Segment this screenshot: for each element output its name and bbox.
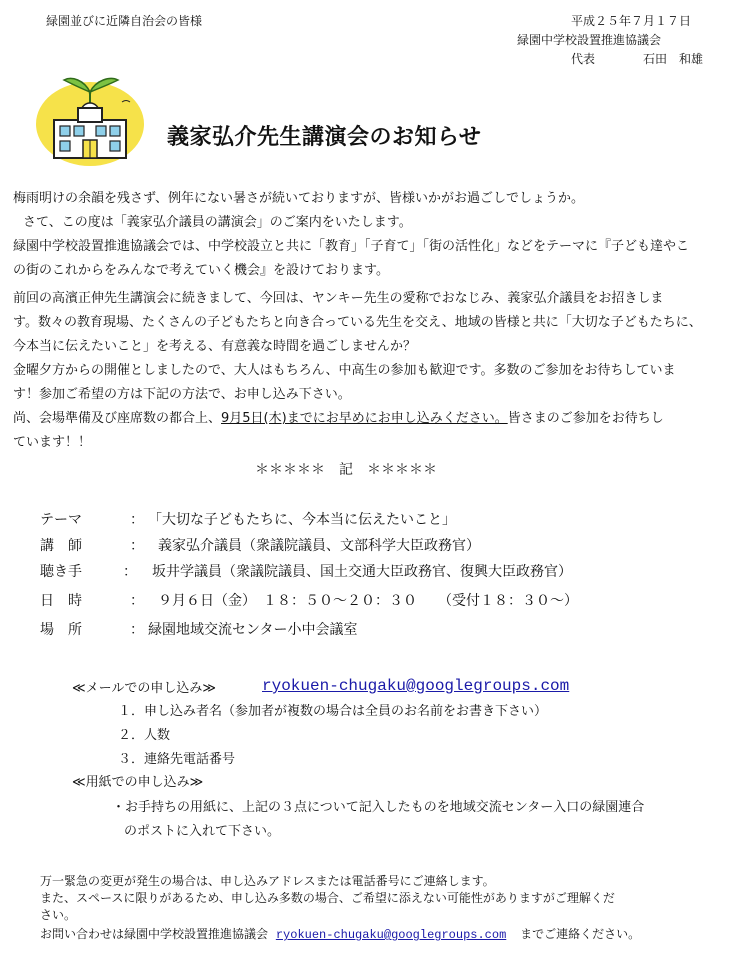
mail-application-heading: ≪メールでの申し込み≫ (72, 681, 216, 696)
theme-value: 「大切な子どもたちに、今本当に伝えたいこと」 (148, 512, 456, 528)
body-line-2: さて、この度は「義家弘介議員の講演会」のご案内をいたします。 (23, 215, 412, 230)
body-line-9: す！参加ご希望の方は下記の方法で、お申し込み下さい。 (13, 387, 351, 402)
speaker-value: 義家弘介議員（衆議院議員、文部科学大臣政務官） (158, 538, 480, 554)
application-email-link[interactable]: ryokuen-chugaku@googlegroups.com (262, 677, 570, 695)
requirement-item-3: ３．連絡先電話番号 (118, 752, 236, 767)
footer-line-1: 万一緊急の変更が発生の場合は、申し込みアドレスまたは電話番号にご連絡します。 (40, 874, 495, 888)
datetime-label: 日 時 (40, 593, 82, 609)
contact-outro: までご連絡ください。 (520, 927, 641, 941)
representative-role: 代表 (571, 52, 596, 66)
footer-line-2: また、スペースに限りがあるため、申し込み多数の場合、ご希望に添えない可能性がありますがご理解くだ (40, 891, 615, 905)
colon: ： (130, 593, 144, 609)
representative-name: 石田 和雄 (643, 52, 704, 66)
speaker-label: 講 師 (40, 538, 82, 554)
requirement-item-2: ２．人数 (118, 728, 171, 743)
contact-intro: お問い合わせは緑園中学校設置推進協議会 (40, 927, 269, 941)
issue-date: 平成２５年７月１７日 (571, 14, 692, 28)
page-title: 義家弘介先生講演会のお知らせ (167, 125, 482, 150)
place-value: 緑園地域交流センター小中会議室 (148, 622, 358, 638)
listener-value: 坂井学議員（衆議院議員、国土交通大臣政務官、復興大臣政務官） (152, 564, 572, 580)
requirement-item-1: １．申し込み者名（参加者が複数の場合は全員のお名前をお書き下さい） (118, 704, 548, 719)
contact-email-link[interactable]: ryokuen-chugaku@googlegroups.com (275, 928, 507, 942)
footer-line-4 (40, 927, 640, 943)
deadline-outro: 皆さまのご参加をお待ちし (507, 411, 664, 426)
deadline-intro: 尚、会場準備及び座席数の都合上、 (13, 411, 222, 426)
colon: ： (130, 538, 144, 554)
body-line-4: の街のこれからをみんなで考えていく機会』を設けております。 (13, 263, 389, 278)
paper-application-heading: ≪用紙での申し込み≫ (72, 775, 204, 790)
datetime-value: ９月６日（金） １８：５０～２０：３０ （受付１８：３０～） (158, 593, 578, 609)
paper-instruction-line-1: ・お手持ちの用紙に、上記の３点について記入したものを地域交流センター入口の緑園連合 (112, 800, 645, 815)
body-line-11: ています！！ (13, 435, 92, 450)
theme-label: テーマ (40, 512, 82, 528)
listener-label: 聴き手 (40, 564, 82, 580)
body-line-10 (13, 411, 664, 427)
organization-name: 緑園中学校設置推進協議会 (517, 33, 662, 47)
colon: ： (130, 512, 144, 528)
body-line-8: 金曜夕方からの開催としましたので、大人はもちろん、中高生の参加も歓迎です。多数のご参加をお待ちしていま (13, 363, 676, 378)
colon: ： (130, 622, 144, 638)
deadline-notice: 9月5日(木)までにお早めにお申し込みください。 (221, 411, 508, 426)
school-logo-icon (32, 62, 150, 170)
body-line-5: 前回の高濱正伸先生講演会に続きまして、今回は、ヤンキー先生の愛称でおなじみ、義家弘介議員をお招きしま (13, 291, 664, 306)
body-line-3: 緑園中学校設置推進協議会では、中学校設立と共に「教育」「子育て」「街の活性化」などをテーマに『子ども達やこ (13, 239, 690, 254)
paper-instruction-line-2: のポストに入れて下さい。 (124, 824, 281, 839)
footer-line-3: さい。 (40, 908, 77, 922)
colon: ： (123, 564, 137, 580)
ki-divider: ＊＊＊＊＊ 記 ＊＊＊＊＊ (255, 462, 437, 478)
body-line-6: す。数々の教育現場、たくさんの子どもたちと向き合っている先生を交え、地域の皆様と共に「大切な子どもたちに、 (13, 315, 702, 330)
recipient: 緑園並びに近隣自治会の皆様 (46, 14, 203, 28)
body-line-1: 梅雨明けの余韻を残さず、例年にない暑さが続いておりますが、皆様いかがお過ごしでしょうか。 (13, 191, 584, 206)
place-label: 場 所 (40, 622, 82, 638)
body-line-7: 今本当に伝えたいこと」を考える、有意義な時間を過ごしませんか？ (13, 339, 417, 354)
